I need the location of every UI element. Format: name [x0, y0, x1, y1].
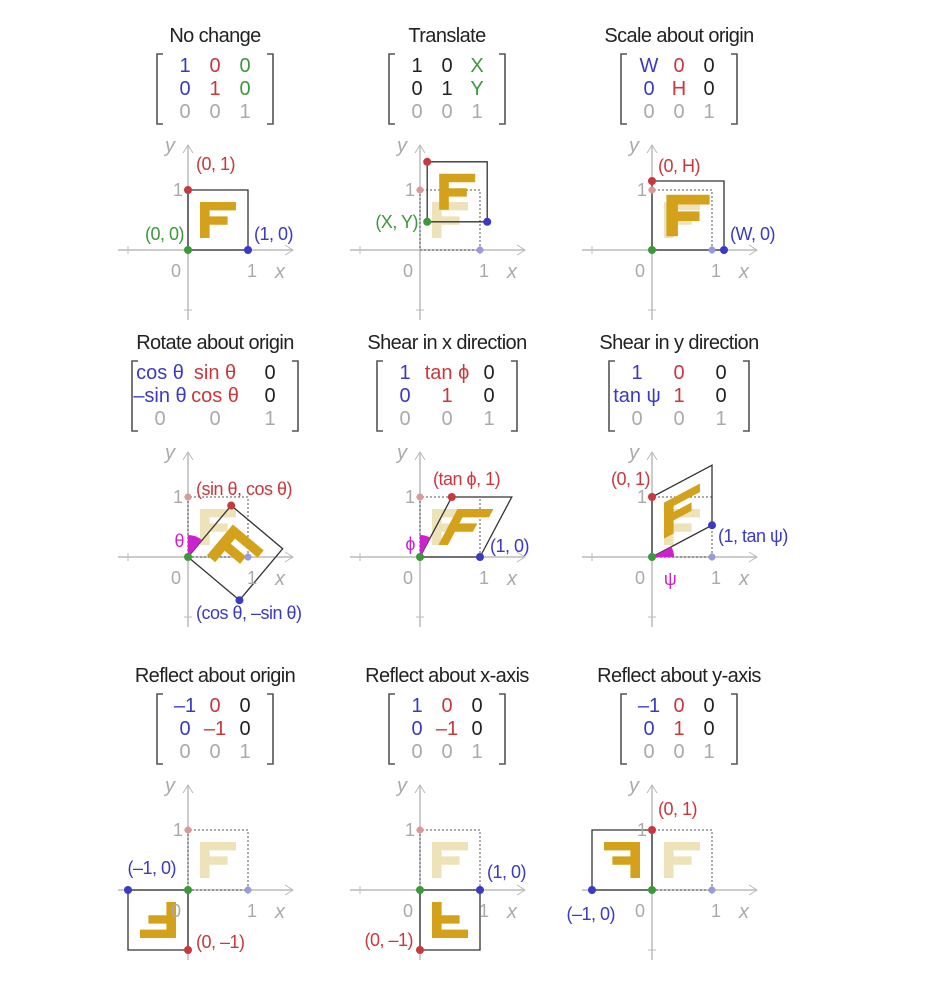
matrix-entry: 0	[703, 718, 715, 740]
panel-title: Reflect about x-axis	[365, 665, 529, 687]
matrix-entry: 0	[264, 385, 276, 407]
panel-reflect-about-y-axis	[566, 665, 761, 960]
y-basis-point	[648, 493, 656, 501]
y-basis-point	[227, 502, 235, 510]
matrix-right-bracket	[731, 54, 737, 124]
x-basis-point	[720, 246, 728, 254]
matrix-entry: 0	[483, 362, 495, 384]
matrix-entry: X	[470, 55, 484, 77]
matrix-entry: 1	[471, 101, 483, 123]
x-basis-point	[124, 886, 132, 894]
matrix-right-bracket	[743, 361, 749, 431]
matrix-right-bracket	[731, 694, 737, 764]
tick-label-0: 0	[402, 568, 414, 588]
point-label: (X, Y)	[375, 212, 418, 232]
transformed-f-shape	[200, 202, 236, 238]
original-f-shape	[432, 842, 468, 878]
x-basis-point	[483, 218, 491, 226]
matrix-entry: 1	[715, 408, 727, 430]
matrix-entry: 0	[441, 695, 453, 717]
matrix-entry: –1	[637, 695, 661, 717]
x-basis-point	[588, 886, 596, 894]
matrix-entry: 0	[179, 78, 191, 100]
matrix-left-bracket	[157, 54, 163, 124]
panel-reflect-about-x-axis	[350, 665, 529, 960]
transform-matrix	[389, 54, 505, 124]
matrix-entry: cos θ	[136, 362, 184, 384]
matrix-left-bracket	[621, 54, 627, 124]
origin-point	[184, 886, 192, 894]
matrix-entry: 0	[643, 718, 655, 740]
matrix-entry: 0	[209, 55, 221, 77]
point-label: (1, 0)	[490, 536, 530, 556]
matrix-entry: sin θ	[193, 362, 237, 384]
matrix-entry: 0	[209, 695, 221, 717]
panel-title: No change	[169, 25, 261, 47]
y-basis-point	[448, 493, 456, 501]
tick-label-y-1: 1	[404, 487, 416, 507]
tick-label-x-1: 1	[478, 568, 490, 588]
axis-label-y: y	[629, 775, 639, 797]
axis-label-x: x	[275, 261, 285, 283]
x-basis-point	[708, 521, 716, 529]
matrix-entry: 0	[239, 78, 251, 100]
axis-label-x: x	[275, 901, 285, 923]
panel-no-change	[118, 25, 293, 320]
tick-label-x-1: 1	[710, 261, 722, 281]
panel-title: Reflect about y-axis	[597, 665, 761, 687]
original-point	[417, 827, 424, 834]
tick-label-x-1: 1	[246, 261, 258, 281]
matrix-entry: 0	[703, 695, 715, 717]
y-basis-point	[184, 946, 192, 954]
tick-label-x-1: 1	[710, 568, 722, 588]
matrix-entry: 0	[179, 101, 191, 123]
matrix-entry: 0	[703, 78, 715, 100]
transform-matrix	[621, 694, 737, 764]
origin-point	[184, 246, 192, 254]
tick-label-y-1: 1	[636, 180, 648, 200]
matrix-entry: 1	[411, 55, 423, 77]
matrix-entry: W	[639, 55, 659, 77]
origin-point	[184, 553, 192, 561]
tick-label-0: 0	[170, 568, 182, 588]
transform-matrix	[132, 361, 298, 431]
matrix-entry: 0	[239, 55, 251, 77]
panel-title: Shear in y direction	[599, 332, 759, 354]
matrix-entry: –1	[435, 718, 459, 740]
matrix-entry: 0	[715, 385, 727, 407]
original-point	[477, 247, 484, 254]
matrix-entry: 0	[399, 385, 411, 407]
panel-reflect-about-origin	[118, 665, 295, 960]
matrix-entry: 0	[673, 741, 685, 763]
matrix-entry: H	[671, 78, 687, 100]
tick-label-x-1: 1	[478, 901, 490, 921]
matrix-right-bracket	[499, 694, 505, 764]
matrix-entry: 0	[209, 408, 221, 430]
matrix-entry: 1	[471, 741, 483, 763]
transform-matrix	[389, 694, 505, 764]
matrix-entry: 0	[411, 718, 423, 740]
panel-title: Rotate about origin	[136, 332, 294, 354]
point-label: (cos θ, –sin θ)	[196, 603, 302, 623]
matrix-entry: 1	[209, 78, 221, 100]
tick-label-0: 0	[402, 901, 414, 921]
point-label: (W, 0)	[730, 224, 775, 244]
matrix-entry: 0	[154, 408, 166, 430]
tick-label-0: 0	[634, 901, 646, 921]
matrix-entry: 0	[209, 741, 221, 763]
point-label: θ	[174, 531, 184, 551]
matrix-entry: 0	[179, 741, 191, 763]
panel-title: Reflect about origin	[134, 665, 296, 687]
matrix-right-bracket	[511, 361, 517, 431]
transform-matrix	[157, 54, 273, 124]
transformed-f-shape	[432, 902, 468, 938]
original-point	[245, 887, 252, 894]
y-basis-point	[416, 946, 424, 954]
matrix-entry: 1	[179, 55, 191, 77]
matrix-entry: 0	[411, 78, 423, 100]
panel-rotate-about-origin	[118, 332, 302, 627]
original-point	[185, 494, 192, 501]
matrix-left-bracket	[389, 54, 395, 124]
matrix-entry: Y	[470, 78, 484, 100]
matrix-entry: 1	[631, 362, 643, 384]
panel-shear-in-x-direction	[350, 332, 529, 627]
matrix-entry: 1	[673, 718, 685, 740]
axis-label-x: x	[507, 568, 517, 590]
axis-label-y: y	[629, 442, 639, 464]
matrix-entry: 1	[441, 385, 453, 407]
transform-matrix	[377, 361, 517, 431]
transform-matrix	[157, 694, 273, 764]
panel-title: Scale about origin	[604, 25, 754, 47]
axis-label-x: x	[275, 568, 285, 590]
matrix-entry: 0	[673, 101, 685, 123]
matrix-entry: 0	[631, 408, 643, 430]
original-point	[185, 827, 192, 834]
matrix-entry: 0	[399, 408, 411, 430]
axis-label-y: y	[165, 442, 175, 464]
matrix-entry: 0	[715, 362, 727, 384]
matrix-entry: 0	[673, 55, 685, 77]
matrix-entry: 1	[441, 78, 453, 100]
point-label: (1, tan ψ)	[718, 526, 788, 546]
point-label: (–1, 0)	[566, 904, 615, 924]
tick-label-y-1: 1	[172, 180, 184, 200]
tick-label-0: 0	[634, 261, 646, 281]
matrix-entry: 1	[703, 101, 715, 123]
matrix-entry: 1	[483, 408, 495, 430]
y-basis-point	[648, 177, 656, 185]
matrix-entry: 0	[703, 55, 715, 77]
tick-label-y-1: 1	[172, 487, 184, 507]
matrix-entry: 0	[179, 718, 191, 740]
x-basis-point	[476, 886, 484, 894]
point-label: ϕ	[405, 534, 415, 554]
axis-label-y: y	[397, 775, 407, 797]
tick-label-y-1: 1	[172, 820, 184, 840]
original-point	[245, 554, 252, 561]
matrix-entry: 0	[471, 718, 483, 740]
matrix-entry: –sin θ	[133, 385, 187, 407]
axis-label-y: y	[397, 135, 407, 157]
matrix-entry: 0	[239, 718, 251, 740]
axis-label-x: x	[739, 261, 749, 283]
point-label: (0, –1)	[196, 932, 245, 952]
point-label: (0, 1)	[658, 799, 698, 819]
axis-label-x: x	[507, 901, 517, 923]
matrix-entry: 1	[264, 408, 276, 430]
x-basis-point	[244, 246, 252, 254]
matrix-entry: tan ϕ	[424, 362, 470, 384]
matrix-entry: 0	[471, 695, 483, 717]
matrix-entry: tan ψ	[613, 385, 661, 407]
original-f-shape	[200, 842, 236, 878]
point-label: (1, 0)	[254, 224, 294, 244]
original-f-shape	[432, 202, 468, 238]
matrix-entry: 0	[643, 101, 655, 123]
tick-label-y-1: 1	[404, 820, 416, 840]
matrix-entry: 0	[643, 78, 655, 100]
panel-scale-about-origin	[582, 25, 775, 320]
point-label: (tan ϕ, 1)	[433, 469, 501, 489]
origin-point	[423, 218, 431, 226]
tick-label-x-1: 1	[710, 901, 722, 921]
matrix-entry: 0	[441, 408, 453, 430]
y-basis-point	[423, 158, 431, 166]
matrix-entry: 0	[673, 408, 685, 430]
y-basis-point	[184, 186, 192, 194]
original-point	[417, 187, 424, 194]
matrix-right-bracket	[292, 361, 298, 431]
matrix-left-bracket	[377, 361, 383, 431]
matrix-entry: –1	[173, 695, 197, 717]
origin-point	[648, 553, 656, 561]
matrix-entry: 0	[239, 695, 251, 717]
matrix-entry: 0	[411, 741, 423, 763]
tick-label-x-1: 1	[246, 568, 258, 588]
point-label: (1, 0)	[487, 862, 527, 882]
matrix-entry: 0	[643, 741, 655, 763]
origin-point	[416, 886, 424, 894]
panel-translate	[350, 25, 525, 320]
axis-label-x: x	[739, 901, 749, 923]
matrix-entry: cos θ	[191, 385, 239, 407]
matrix-entry: 1	[673, 385, 685, 407]
axis-label-y: y	[165, 135, 175, 157]
original-point	[709, 247, 716, 254]
matrix-entry: 0	[673, 695, 685, 717]
origin-point	[416, 553, 424, 561]
original-point	[649, 187, 656, 194]
original-f-shape	[664, 842, 700, 878]
point-label: (–1, 0)	[127, 858, 176, 878]
point-label: (0, H)	[658, 156, 700, 176]
tick-label-0: 0	[634, 568, 646, 588]
matrix-entry: 1	[411, 695, 423, 717]
x-basis-point	[476, 553, 484, 561]
transformed-f-shape	[604, 842, 640, 878]
matrix-right-bracket	[267, 694, 273, 764]
transform-matrix	[621, 54, 737, 124]
tick-label-y-1: 1	[636, 487, 648, 507]
matrix-entry: 0	[264, 362, 276, 384]
matrix-entry: 0	[441, 101, 453, 123]
transformed-f-shape	[666, 195, 709, 236]
matrix-right-bracket	[267, 54, 273, 124]
point-label: (sin θ, cos θ)	[196, 479, 293, 499]
point-label: (0, –1)	[364, 930, 413, 950]
origin-point	[648, 886, 656, 894]
point-label: (0, 1)	[196, 154, 236, 174]
tick-label-0: 0	[402, 261, 414, 281]
tick-label-0: 0	[170, 261, 182, 281]
matrix-entry: 0	[483, 385, 495, 407]
point-label: (0, 1)	[610, 469, 650, 489]
tick-label-y-1: 1	[636, 820, 648, 840]
matrix-entry: 1	[703, 741, 715, 763]
tick-label-x-1: 1	[478, 261, 490, 281]
axis-label-y: y	[629, 135, 639, 157]
matrix-left-bracket	[389, 694, 395, 764]
tick-label-x-1: 1	[246, 901, 258, 921]
origin-point	[648, 246, 656, 254]
matrix-left-bracket	[157, 694, 163, 764]
original-point	[417, 494, 424, 501]
transform-matrix	[609, 361, 749, 431]
matrix-right-bracket	[499, 54, 505, 124]
axis-label-x: x	[739, 568, 749, 590]
matrix-entry: 1	[239, 741, 251, 763]
y-basis-point	[648, 826, 656, 834]
matrix-entry: 0	[441, 741, 453, 763]
matrix-entry: 1	[399, 362, 411, 384]
tick-label-0: 0	[170, 901, 182, 921]
tick-label-y-1: 1	[404, 180, 416, 200]
matrix-left-bracket	[621, 694, 627, 764]
matrix-entry: 0	[673, 362, 685, 384]
original-point	[709, 554, 716, 561]
axis-label-y: y	[397, 442, 407, 464]
matrix-entry: 0	[209, 101, 221, 123]
point-label: (0, 0)	[144, 224, 184, 244]
matrix-entry: 1	[239, 101, 251, 123]
axis-label-x: x	[507, 261, 517, 283]
matrix-entry: –1	[203, 718, 227, 740]
original-point	[709, 887, 716, 894]
panel-shear-in-y-direction	[582, 332, 788, 627]
panel-title: Shear in x direction	[367, 332, 527, 354]
panel-title: Translate	[408, 25, 486, 47]
matrix-entry: 0	[411, 101, 423, 123]
axis-label-y: y	[165, 775, 175, 797]
point-label: ψ	[663, 569, 677, 589]
matrix-entry: 0	[441, 55, 453, 77]
